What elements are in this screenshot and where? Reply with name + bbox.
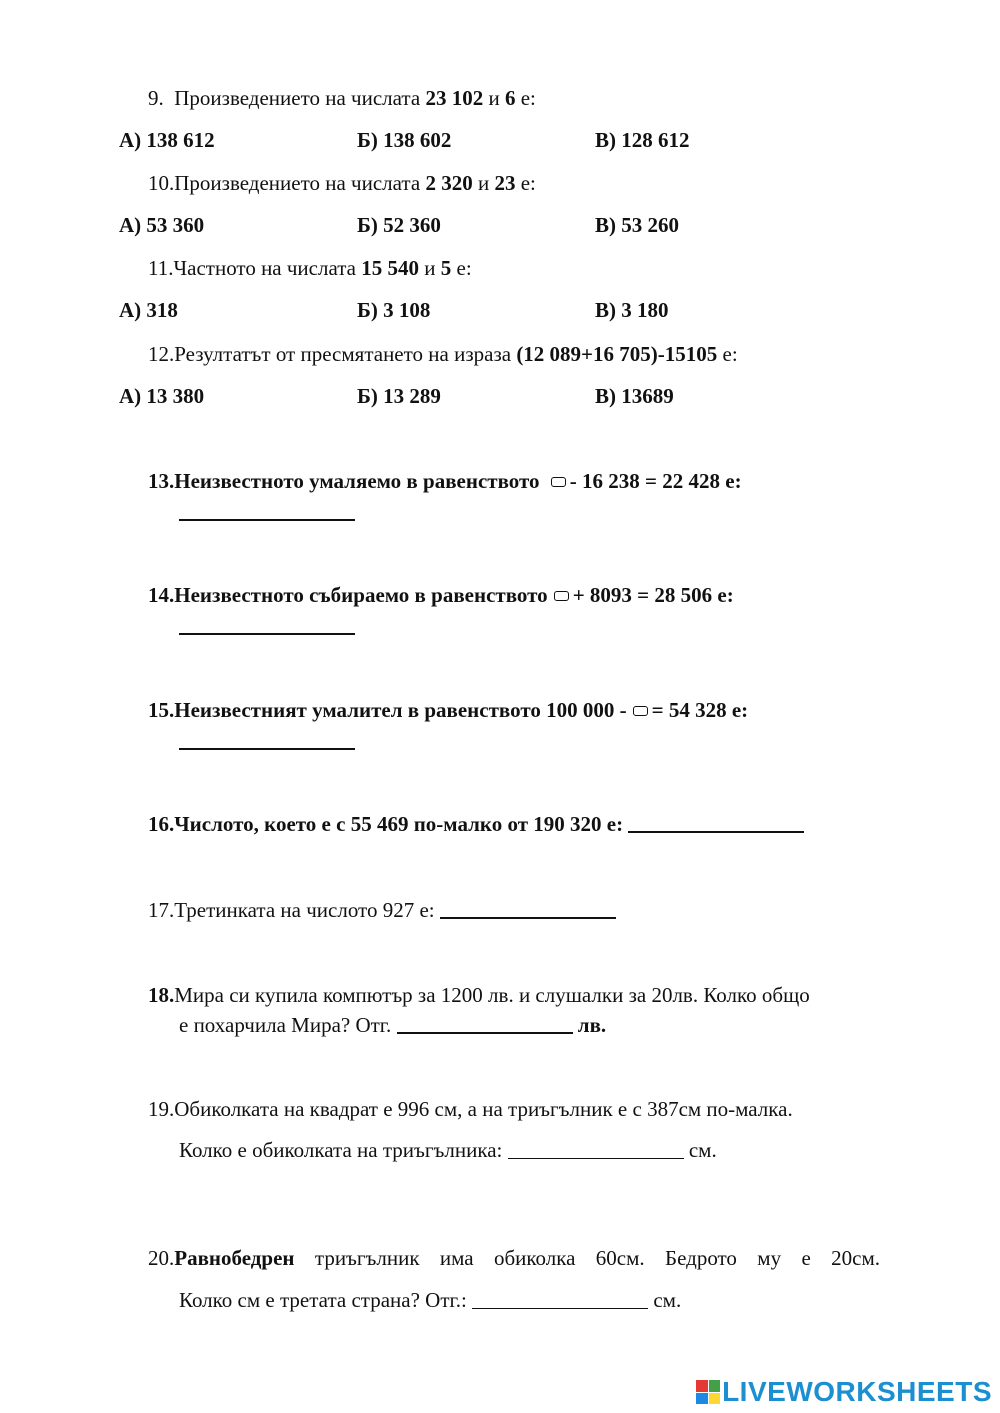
q11-option-a[interactable]: А) 318 (119, 298, 178, 322)
q12-option-a[interactable]: А) 13 380 (119, 384, 205, 408)
question-20-line-2: Колко см е третата страна? Отг.: см. (179, 1288, 682, 1312)
logo-text: LIVEWORKSHEETS (722, 1376, 992, 1407)
liveworksheets-logo (696, 1376, 992, 1408)
question-12: 12.Резултатът от пресмятането на израза (12 089+16 705)-15105 е: (148, 342, 738, 366)
question-17: 17.Третинката на числото 927 е: (148, 897, 616, 923)
q9-option-a[interactable]: А) 138 612 (119, 128, 215, 152)
question-18: 18.Мира си купила компютър за 1200 лв. и слушалки за 20лв. Колко общо (148, 983, 810, 1007)
question-15: 15.Неизвестният умалител в равенството 100 000 - = 54 328 е: (148, 698, 749, 722)
question-14: 14.Неизвестното събираемо в равенството + 8093 = 28 506 е: (148, 583, 734, 607)
q20-answer-blank[interactable] (472, 1290, 648, 1309)
q13-answer-blank[interactable] (179, 519, 355, 521)
question-18-line-2: е похарчила Мира? Отг. лв. (179, 1013, 607, 1037)
q15-answer-blank[interactable] (179, 748, 355, 750)
q11-option-b[interactable]: Б) 3 108 (357, 298, 431, 322)
unknown-box-icon (551, 477, 566, 487)
unknown-box-icon (554, 591, 569, 601)
q9-option-b[interactable]: Б) 138 602 (357, 128, 452, 152)
q9-option-c[interactable]: В) 128 612 (595, 128, 690, 152)
q10-option-a[interactable]: А) 53 360 (119, 213, 205, 237)
q16-answer-blank[interactable] (628, 813, 804, 833)
q18-answer-blank[interactable] (397, 1014, 573, 1034)
question-19-line-2: Колко е обиколката на триъгълника: см. (179, 1138, 717, 1162)
unknown-box-icon (633, 706, 648, 716)
q10-option-c[interactable]: В) 53 260 (595, 213, 679, 237)
q12-option-c[interactable]: В) 13689 (595, 384, 674, 408)
question-19: 19.Обиколката на квадрат е 996 см, а на триъгълник е с 387см по-малка. (148, 1097, 793, 1121)
question-16: 16.Числото, което е с 55 469 по-малко от 190 320 е: (148, 811, 804, 837)
question-10: 10.Произведението на числата 2 320 и 23 е: (148, 171, 536, 195)
logo-squares-icon (696, 1380, 720, 1404)
question-9: 9. Произведението на числата 23 102 и 6 е: (148, 86, 536, 110)
q19-answer-blank[interactable] (508, 1140, 684, 1159)
q17-answer-blank[interactable] (440, 899, 616, 919)
question-20: 20.Равнобедрен триъгълник има обиколка 60см. Бедрото му е 20см. (148, 1246, 880, 1270)
question-13: 13.Неизвестното умаляемо в равенството - 16 238 = 22 428 е: (148, 469, 742, 493)
question-11: 11.Частното на числата 15 540 и 5 е: (148, 256, 472, 280)
q10-option-b[interactable]: Б) 52 360 (357, 213, 441, 237)
q14-answer-blank[interactable] (179, 633, 355, 635)
q12-option-b[interactable]: Б) 13 289 (357, 384, 441, 408)
q11-option-c[interactable]: В) 3 180 (595, 298, 669, 322)
